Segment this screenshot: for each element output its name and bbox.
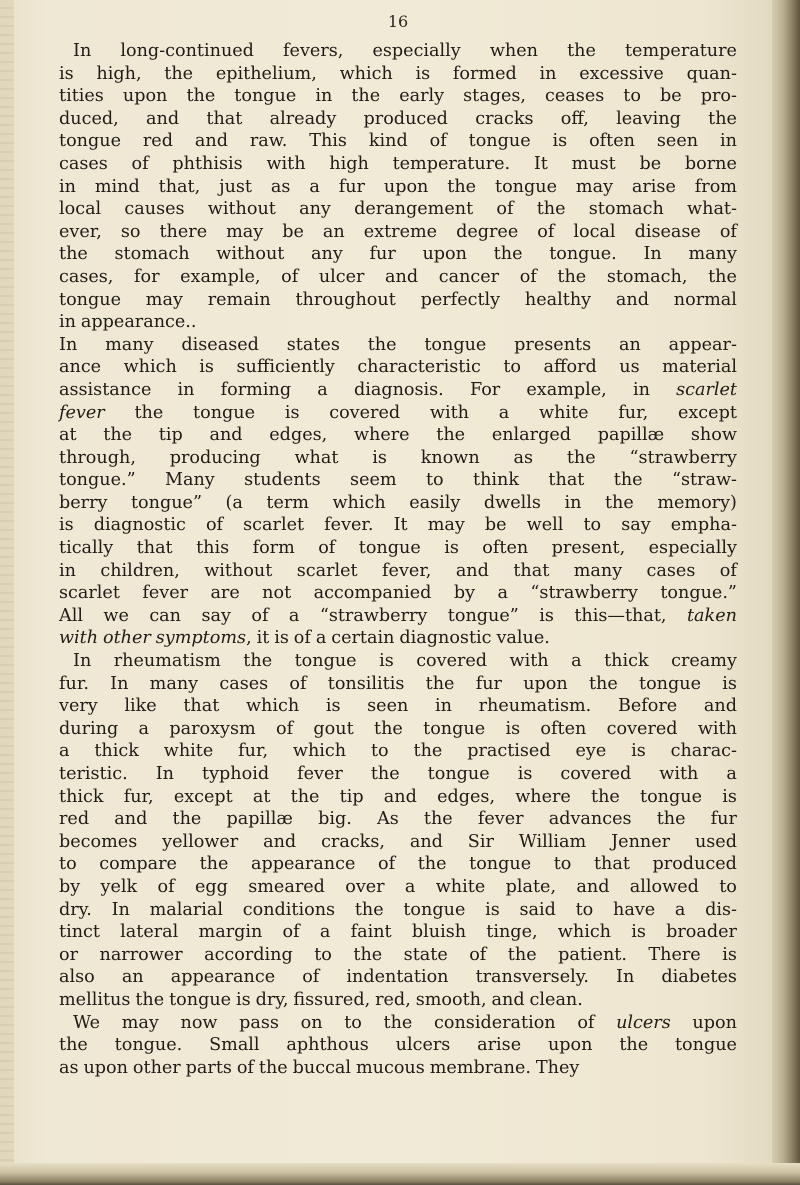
text-line: ance which is sufficiently characteristic to afford us material xyxy=(59,357,737,378)
text-line: mellitus the tongue is dry, fissured, red, smooth, and clean. xyxy=(59,989,583,1010)
text-line: to compare the appearance of the tongue to that produced xyxy=(59,854,737,875)
text-line: In many diseased states the tongue presents an appear- xyxy=(59,334,737,355)
text-line: tongue red and raw. This kind of tongue is often seen in xyxy=(59,131,737,152)
text-line: very like that which is seen in rheumatism. Before and xyxy=(59,696,737,717)
text-line: tongue may remain throughout perfectly healthy and normal xyxy=(59,289,737,310)
text-line: We may now pass on to the consideration of ulcers upon xyxy=(73,1012,737,1033)
text-line: dry. In malarial conditions the tongue is said to have a dis- xyxy=(59,899,737,920)
page-number: 16 xyxy=(387,12,409,31)
text-line: through, producing what is known as the “strawberry xyxy=(59,447,737,468)
text-line: assistance in forming a diagnosis. For example, in scarlet xyxy=(59,379,737,400)
text-line: red and the papillæ big. As the fever advances the fur xyxy=(59,809,737,830)
text-line: in appearance.. xyxy=(59,312,197,333)
text-line: by yelk of egg smeared over a white plate, and allowed to xyxy=(59,876,737,897)
text-line: All we can say of a “strawberry tongue” is this—that, taken xyxy=(59,605,737,626)
text-line: In rheumatism the tongue is covered with a thick creamy xyxy=(73,651,737,672)
text-line: in mind that, just as a fur upon the tongue may arise from xyxy=(59,176,737,197)
text-line: is diagnostic of scarlet fever. It may be well to say empha- xyxy=(59,515,737,536)
text-line: a thick white fur, which to the practised eye is charac- xyxy=(59,741,737,762)
body-text xyxy=(59,40,737,1079)
text-line: In long-continued fevers, especially when the temperature xyxy=(73,41,737,61)
text-line: at the tip and edges, where the enlarged papillæ show xyxy=(59,425,737,446)
page-right-edge-shadow xyxy=(772,0,800,1185)
text-line: tities upon the tongue in the early stages, ceases to be pro- xyxy=(59,86,737,107)
text-line: during a paroxysm of gout the tongue is often covered with xyxy=(59,718,737,739)
text-line: fur. In many cases of tonsilitis the fur upon the tongue is xyxy=(59,673,737,694)
text-line: tongue.” Many students seem to think that the “straw- xyxy=(59,470,737,491)
text-line: in children, without scarlet fever, and that many cases of xyxy=(59,560,737,581)
text-line: becomes yellower and cracks, and Sir William Jenner used xyxy=(59,831,737,852)
text-line: berry tongue” (a term which easily dwells in the memory) xyxy=(59,492,737,513)
text-line: as upon other parts of the buccal mucous membrane. They xyxy=(59,1057,580,1078)
text-line: fever the tongue is covered with a white fur, except xyxy=(59,402,737,423)
page-left-edge xyxy=(0,0,14,1185)
text-line: is high, the epithelium, which is formed in excessive quan- xyxy=(59,63,737,84)
text-line: with other symptoms, it is of a certain diagnostic value. xyxy=(59,628,550,649)
text-line: tinct lateral margin of a faint bluish tinge, which is broader xyxy=(59,922,737,943)
page-bottom-edge xyxy=(0,1163,800,1185)
text-line: ever, so there may be an extreme degree of local disease of xyxy=(59,221,737,242)
text-line: cases of phthisis with high temperature. It must be borne xyxy=(59,153,737,174)
text-line: the tongue. Small aphthous ulcers arise upon the tongue xyxy=(59,1035,737,1056)
text-line: teristic. In typhoid fever the tongue is covered with a xyxy=(59,764,737,784)
text-line: also an appearance of indentation transversely. In diabetes xyxy=(59,967,737,988)
text-line: thick fur, except at the tip and edges, where the tongue is xyxy=(59,786,737,807)
text-line: or narrower according to the state of the patient. There is xyxy=(59,944,737,965)
text-line: the stomach without any fur upon the tongue. In many xyxy=(59,244,737,265)
text-line: duced, and that already produced cracks off, leaving the xyxy=(59,108,737,129)
text-line: local causes without any derangement of the stomach what- xyxy=(59,199,737,220)
text-line: tically that this form of tongue is often present, especially xyxy=(59,538,737,559)
text-line: scarlet fever are not accompanied by a “strawberry tongue.” xyxy=(59,583,737,604)
text-line: cases, for example, of ulcer and cancer of the stomach, the xyxy=(59,266,737,287)
